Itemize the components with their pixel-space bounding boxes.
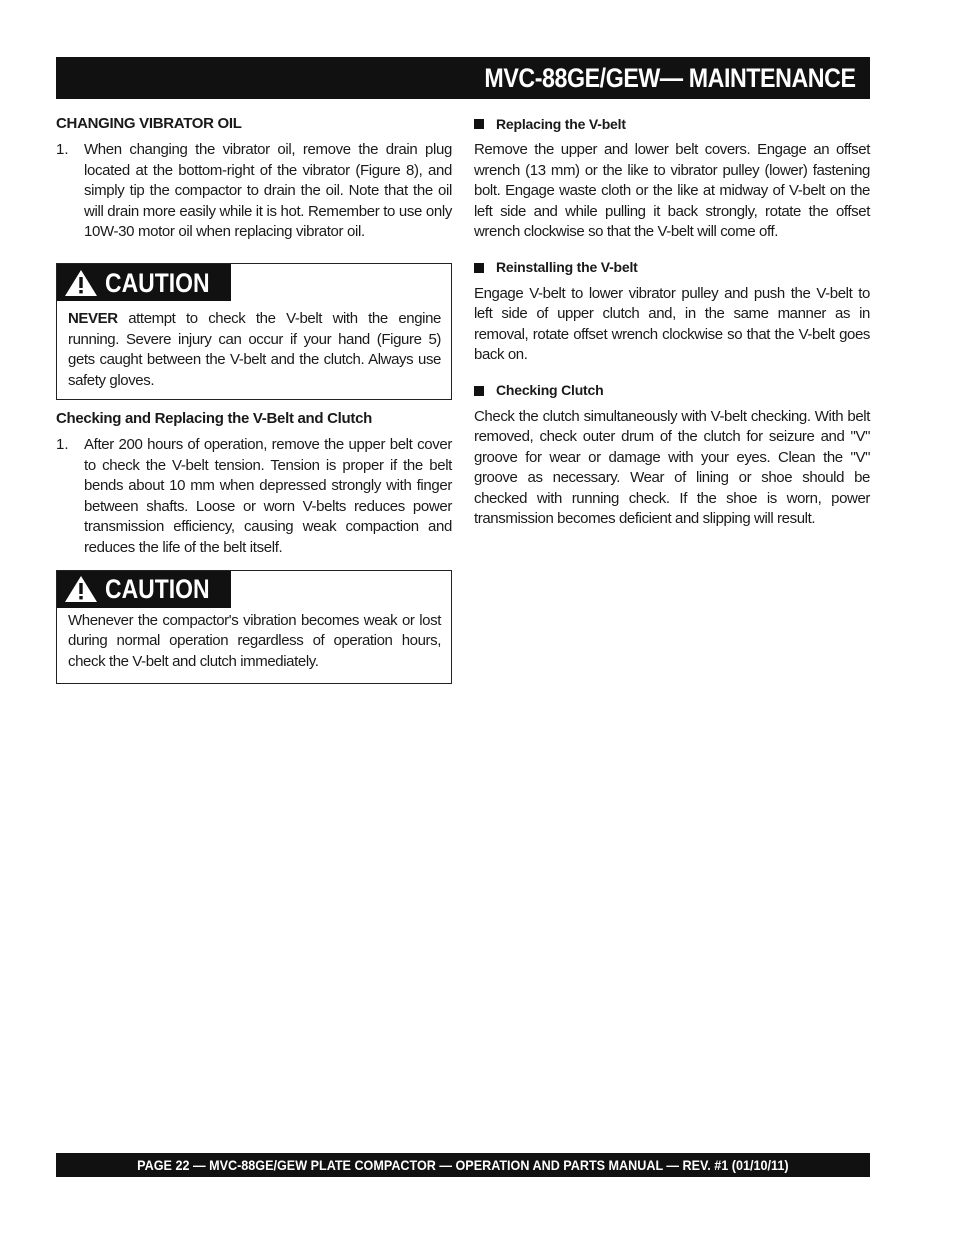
caution-box-2 <box>56 570 452 684</box>
replacing-heading <box>474 114 870 134</box>
clutch-heading <box>474 380 870 400</box>
oil-item-text: When changing the vibrator oil, remove the drain plug located at the bottom-right of the vibrator (Figure 8), and simply tip the compactor to drain the oil. Note that the oil will drain more easily while it is hot. Remember to use only 10W-30 motor oil when replacing vibrator oil. <box>84 141 452 241</box>
caution-text-2: Whenever the compactor's vibration becomes weak or lost during normal operation regardless of operation hours, check the V-belt and clutch immediately. <box>68 611 441 670</box>
caution-tag-2 <box>57 571 231 608</box>
oil-list-item <box>56 140 452 242</box>
caution-label-1: CAUTION <box>105 267 210 298</box>
footer-text: PAGE 22 — MVC-88GE/GEW PLATE COMPACTOR — OPERATION AND PARTS MANUAL — REV. #1 (01/10/11) <box>137 1157 789 1173</box>
replacing-heading-text: Replacing the V-belt <box>496 116 626 132</box>
clutch-heading-text: Checking Clutch <box>496 382 604 399</box>
belt-heading: Checking and Replacing the V-Belt and Clutch <box>56 410 373 428</box>
caution-box-1 <box>56 263 452 400</box>
reinstalling-heading-text: Reinstalling the V-belt <box>496 259 638 276</box>
oil-heading: CHANGING VIBRATOR OIL <box>56 115 242 132</box>
caution-text-1 <box>68 309 441 391</box>
right-column <box>474 114 870 529</box>
left-column <box>56 114 452 684</box>
reinstalling-heading <box>474 257 870 277</box>
belt-item-text: After 200 hours of operation, remove the upper belt cover to check the V-belt tension. Tension is proper if the belt bends about 10 mm when depressed strongly with finger between shafts. Loose or worn V-belts reduces power transmission efficiency, causing weak compaction and reduces the life of the belt itself. <box>84 436 452 556</box>
page-title: MVC-88GE/GEW— MAINTENANCE <box>484 62 856 93</box>
bullet-square-icon <box>474 263 484 273</box>
page-title-bar <box>56 57 870 99</box>
caution-bold-lead: NEVER <box>68 310 118 328</box>
warning-triangle-icon <box>63 268 99 298</box>
bullet-square-icon <box>474 386 484 396</box>
bullet-square-icon <box>474 119 484 129</box>
oil-item-number: 1. <box>56 141 69 159</box>
warning-triangle-icon <box>63 574 99 604</box>
replacing-text: Remove the upper and lower belt covers. Engage an offset wrench (13 mm) or the like to vibrator pulley (lower) fastening bolt. Engage waste cloth or the like at midway of V-belt on the left side and while pulling it back strongly, rotate the offset wrench clockwise so that the V-belt will come off. <box>474 141 870 241</box>
page-footer <box>56 1153 870 1177</box>
clutch-text: Check the clutch simultaneously with V-belt checking. With belt removed, check outer drum of the clutch for seizure and "V" groove for wear or damage with your eyes. Clean the "V" groove as necessary. Wear of lining or shoe should be checked with running check. If the shoe is worn, power transmission becomes deficient and slipping will result. <box>474 407 870 527</box>
caution-label-2: CAUTION <box>105 574 210 605</box>
caution-body-1: attempt to check the V-belt with the engine running. Severe injury can occur if your hand (Figure 5) gets caught between the V-belt and the clutch. Always use safety gloves. <box>68 310 441 389</box>
belt-item-number: 1. <box>56 436 69 454</box>
reinstalling-text: Engage V-belt to lower vibrator pulley and push the V-belt to left side of upper clutch and, in the same manner as in removal, rotate offset wrench clockwise so that the V-belt goes back on. <box>474 284 870 364</box>
belt-list-item <box>56 435 452 557</box>
caution-tag-1 <box>57 264 231 301</box>
